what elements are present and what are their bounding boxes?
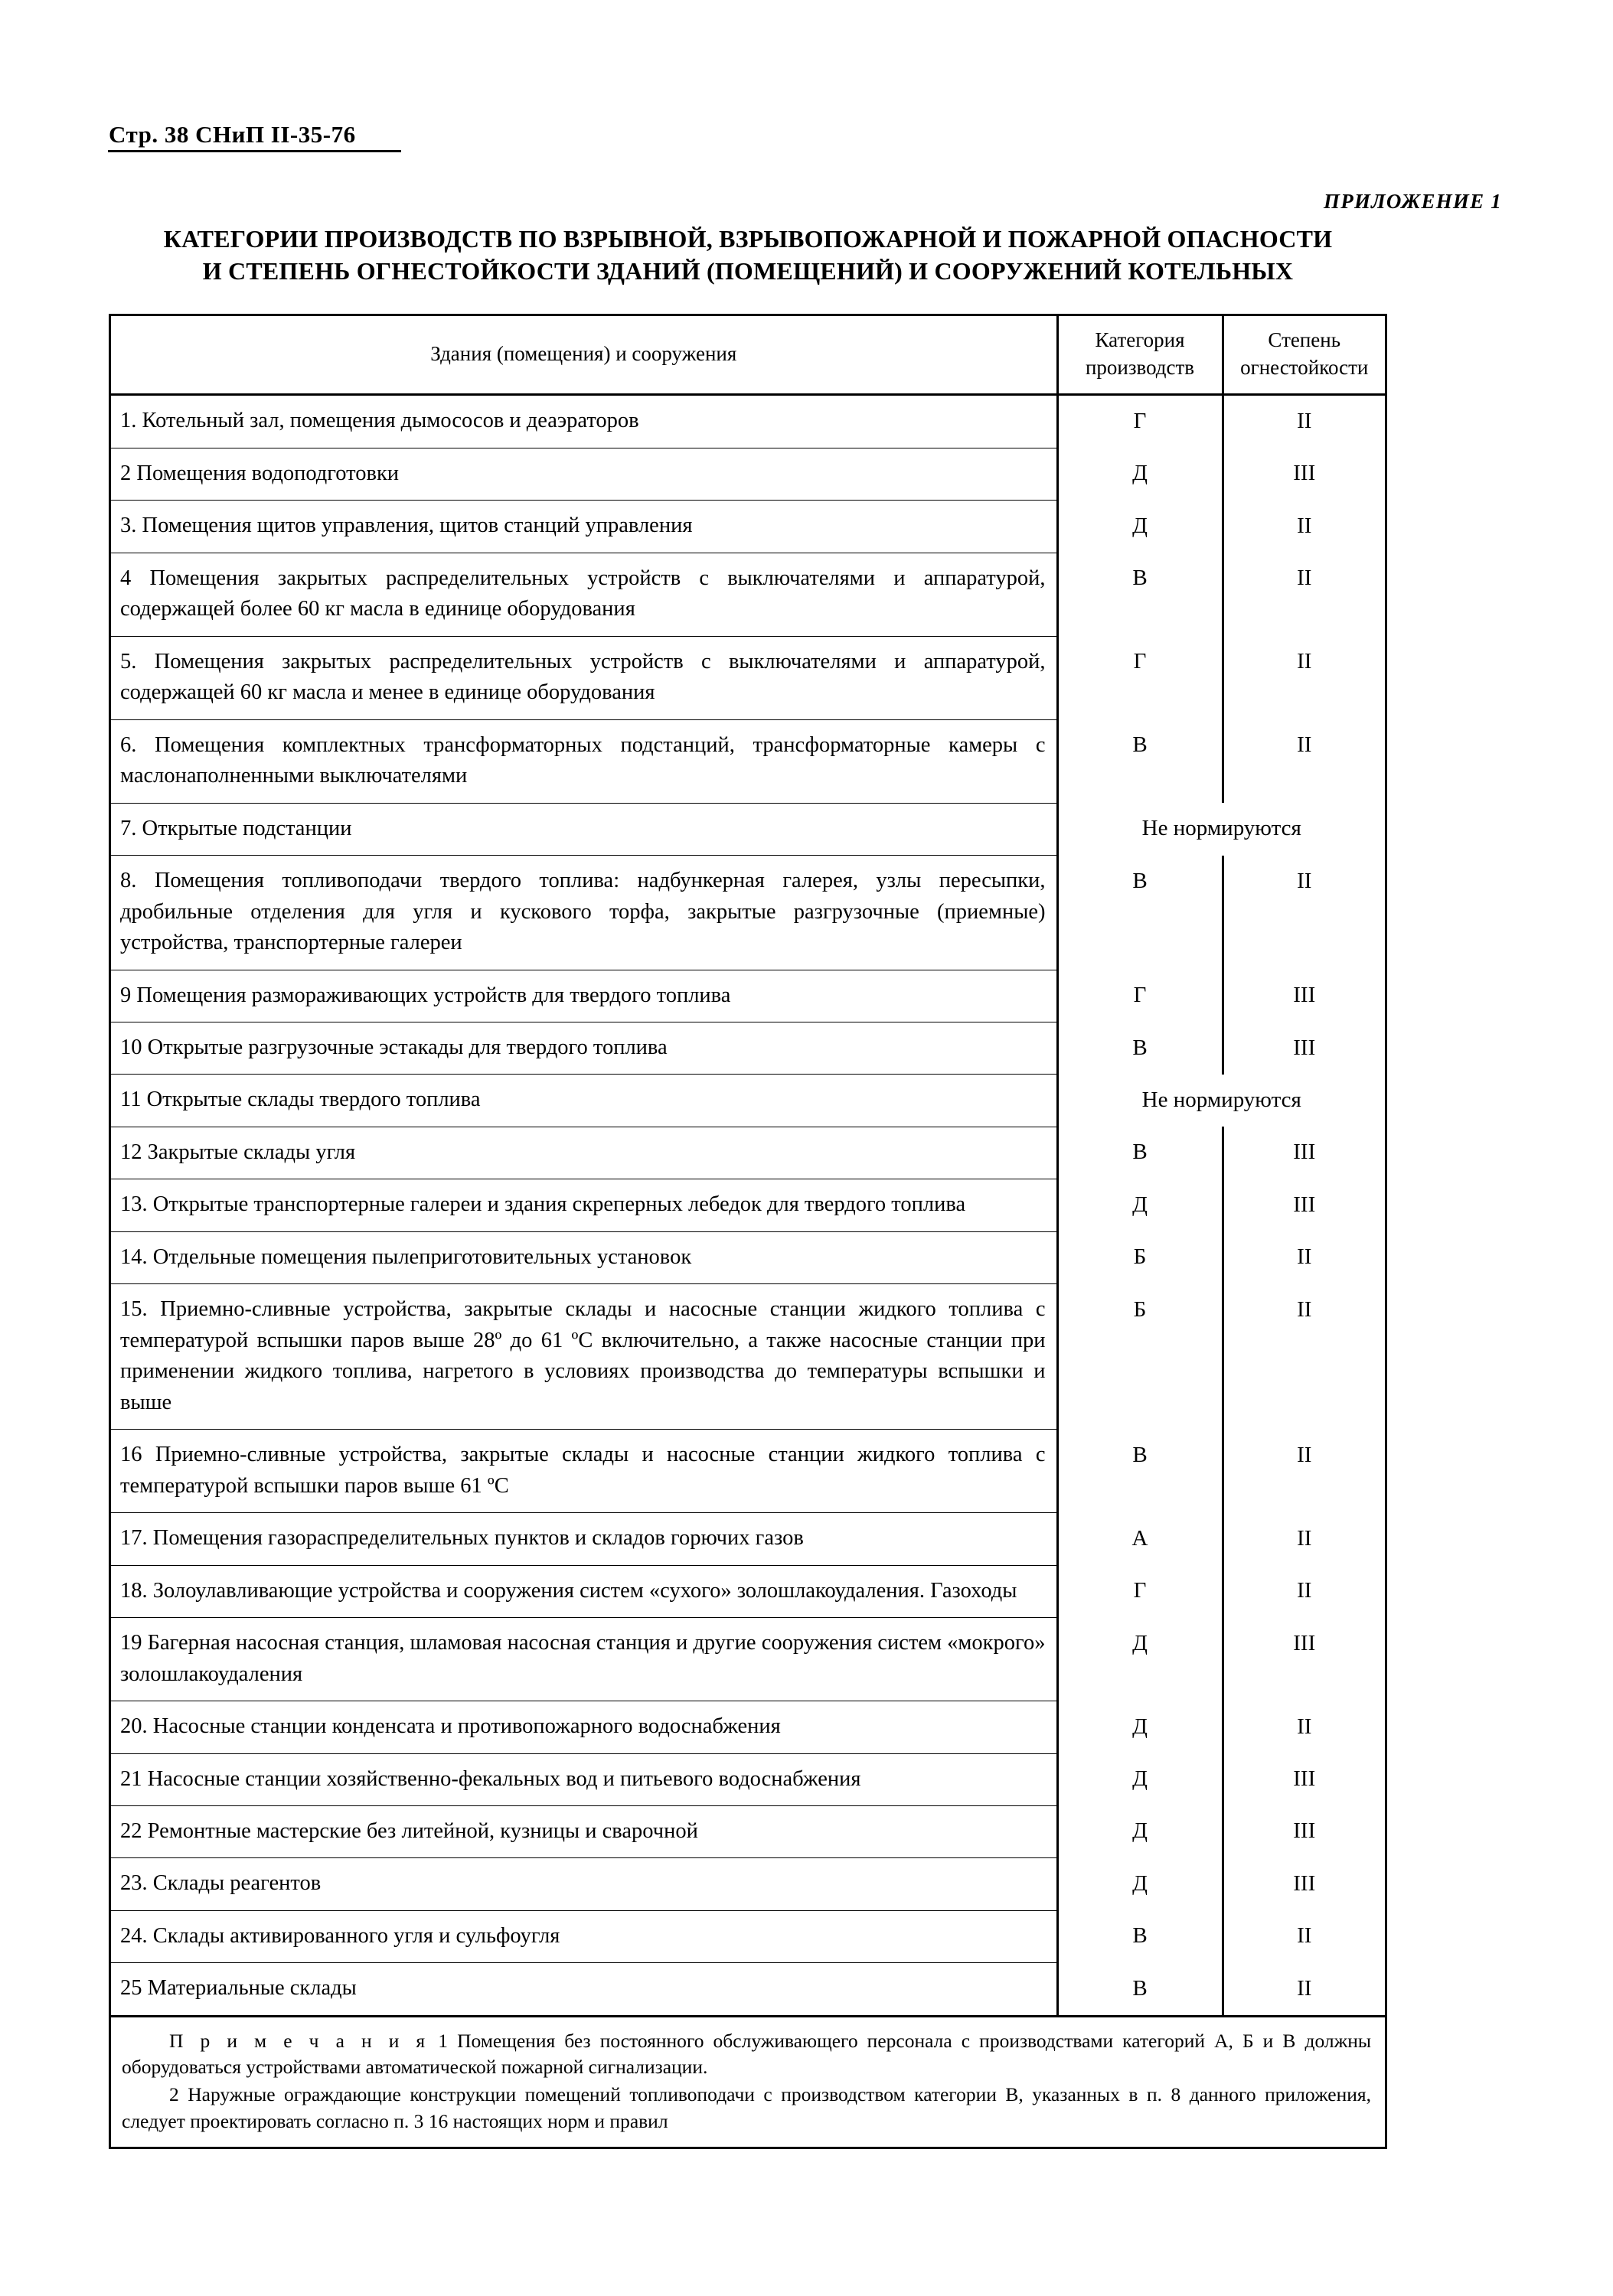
table-row [111, 1805, 1385, 1857]
row-building-name: 12 Закрытые склады угля [111, 1127, 1057, 1179]
table-row [111, 636, 1385, 719]
table-row [111, 856, 1385, 970]
row-building-name: 24. Склады активированного угля и сульфоугля [111, 1910, 1057, 1962]
table-row [111, 1565, 1385, 1617]
row-category: Б [1057, 1231, 1223, 1283]
column-header-category-line-2: производств [1085, 355, 1195, 379]
table-row [111, 970, 1385, 1022]
appendix-label: ПРИЛОЖЕНИЕ 1 [1324, 190, 1502, 213]
row-building-name: 17. Помещения газораспределительных пунктов и складов горючих газов [111, 1513, 1057, 1565]
row-building-name: 25 Материальные склады [111, 1963, 1057, 2017]
row-fire-resistance: II [1297, 409, 1312, 434]
row-fire-resistance: III [1293, 1630, 1316, 1655]
row-building-name: 4 Помещения закрытых распределительных устройств с выключателями и аппаратурой, содержащей более 60 кг масла в единице оборудования [111, 553, 1057, 636]
row-category: Г [1057, 1565, 1223, 1617]
table-row [111, 719, 1385, 803]
note-2 [122, 2082, 1371, 2134]
note-1 [122, 2028, 1371, 2080]
row-fire-resistance: II [1297, 1923, 1312, 1949]
row-fire-resistance: II [1297, 868, 1312, 893]
row-not-regulated: Не нормируются [1141, 816, 1301, 841]
row-building-name: 7. Открытые подстанции [111, 803, 1057, 855]
row-category: Г [1057, 395, 1223, 448]
table-row [111, 1513, 1385, 1565]
row-fire-resistance: III [1293, 1766, 1316, 1792]
row-category: В [1057, 719, 1223, 803]
row-category: В [1057, 1963, 1223, 2017]
row-fire-resistance: II [1297, 1296, 1312, 1322]
row-building-name: 14. Отдельные помещения пылеприготовительных установок [111, 1231, 1057, 1283]
row-category: В [1057, 856, 1223, 970]
row-building-name: 10 Открытые разгрузочные эстакады для твердого топлива [111, 1022, 1057, 1075]
row-building-name: 16 Приемно-сливные устройства, закрытые склады и насосные станции жидкого топлива с температурой вспышки паров выше 61 ºС [111, 1430, 1057, 1513]
row-fire-resistance: III [1293, 983, 1316, 1008]
row-fire-resistance: III [1293, 1140, 1316, 1165]
row-building-name: 20. Насосные станции конденсата и противопожарного водоснабжения [111, 1701, 1057, 1753]
row-category: Д [1057, 1805, 1223, 1857]
row-building-name: 3. Помещения щитов управления, щитов станций управления [111, 501, 1057, 553]
row-category: А [1057, 1513, 1223, 1565]
table-row [111, 1910, 1385, 1962]
table-row [111, 395, 1385, 448]
table-row [111, 1231, 1385, 1283]
row-fire-resistance: II [1297, 649, 1312, 674]
table-row [111, 1753, 1385, 1805]
column-header-fire-resistance-line-2: огнестойкости [1240, 355, 1369, 379]
row-building-name: 5. Помещения закрытых распределительных устройств с выключателями и аппаратурой, содержащей 60 кг масла и менее в единице оборудования [111, 636, 1057, 719]
table-row [111, 553, 1385, 636]
table-row [111, 1284, 1385, 1430]
row-not-regulated: Не нормируются [1141, 1087, 1301, 1112]
row-fire-resistance: II [1297, 513, 1312, 538]
page-title-line-1: КАТЕГОРИИ ПРОИЗВОДСТВ ПО ВЗРЫВНОЙ, ВЗРЫВОПОЖАРНОЙ И ПОЖАРНОЙ ОПАСНОСТИ [163, 225, 1333, 253]
table-row [111, 1963, 1385, 2017]
table-row [111, 1701, 1385, 1753]
row-category: Д [1057, 1858, 1223, 1910]
row-building-name: 1. Котельный зал, помещения дымососов и деаэраторов [111, 395, 1057, 448]
row-category: В [1057, 1430, 1223, 1513]
row-fire-resistance: III [1293, 1818, 1316, 1844]
table-row [111, 1858, 1385, 1910]
note-2-text: 2 Наружные ограждающие конструкции помещений топливоподачи с производством категории В, указанных в п. 8 данного приложения, следует проектировать согласно п. 3 16 настоящих норм и правил [122, 2083, 1371, 2132]
table-header [111, 316, 1385, 395]
row-category: Д [1057, 501, 1223, 553]
row-building-name: 9 Помещения размораживающих устройств для твердого топлива [111, 970, 1057, 1022]
table-body [111, 395, 1385, 2017]
row-fire-resistance: II [1297, 1578, 1312, 1603]
row-fire-resistance: II [1297, 1714, 1312, 1739]
notes-block [111, 2017, 1385, 2147]
row-category: Д [1057, 1701, 1223, 1753]
column-header-fire-resistance-line-1: Степень [1268, 328, 1341, 351]
row-fire-resistance: II [1297, 1975, 1312, 2001]
running-head: Стр. 38 СНиП II-35-76 [109, 121, 356, 148]
page-title [109, 223, 1387, 287]
row-fire-resistance: II [1297, 566, 1312, 591]
table-row [111, 803, 1385, 855]
row-building-name: 18. Золоулавливающие устройства и сооружения систем «сухого» золошлакоудаления. Газоходы [111, 1565, 1057, 1617]
table-row [111, 1618, 1385, 1701]
row-category: В [1057, 1022, 1223, 1075]
row-building-name: 22 Ремонтные мастерские без литейной, кузницы и сварочной [111, 1805, 1057, 1857]
row-building-name: 11 Открытые склады твердого топлива [111, 1075, 1057, 1127]
table-row [111, 1127, 1385, 1179]
notes-label: П р и м е ч а н и я [169, 2030, 429, 2053]
table-row [111, 1075, 1385, 1127]
row-building-name: 21 Насосные станции хозяйственно-фекальных вод и питьевого водоснабжения [111, 1753, 1057, 1805]
table-row [111, 1430, 1385, 1513]
categories-table-container [109, 314, 1387, 2149]
row-building-name: 19 Багерная насосная станция, шламовая насосная станция и другие сооружения систем «мокрого» золошлакоудаления [111, 1618, 1057, 1701]
notes-row [111, 2017, 1385, 2147]
row-category: Д [1057, 448, 1223, 500]
note-1-text: 1 Помещения без постоянного обслуживающего персонала с производствами категорий А, Б и В должны оборудоваться устройствами автоматической пожарной сигнализации. [122, 2030, 1371, 2079]
row-fire-resistance: III [1293, 1870, 1316, 1896]
row-fire-resistance: II [1297, 1525, 1312, 1551]
row-fire-resistance: III [1293, 1035, 1316, 1060]
row-building-name: 6. Помещения комплектных трансформаторных подстанций, трансформаторные камеры с маслонаполненными выключателями [111, 719, 1057, 803]
table-row [111, 448, 1385, 500]
row-category: В [1057, 1127, 1223, 1179]
row-fire-resistance: III [1293, 1192, 1316, 1217]
table-row [111, 501, 1385, 553]
row-fire-resistance: II [1297, 1244, 1312, 1270]
column-header-building: Здания (помещения) и сооружения [111, 316, 1057, 395]
row-fire-resistance: II [1297, 732, 1312, 758]
row-building-name: 8. Помещения топливоподачи твердого топлива: надбункерная галерея, узлы пересыпки, дробильные отделения для угля и кускового торфа, закрытые разгрузочные (приемные) устройства, транспортерные галереи [111, 856, 1057, 970]
row-category: Г [1057, 970, 1223, 1022]
column-header-category-line-1: Категория [1095, 328, 1185, 351]
table-row [111, 1022, 1385, 1075]
running-head-rule [108, 150, 401, 152]
row-category: Б [1057, 1284, 1223, 1430]
row-building-name: 13. Открытые транспортерные галереи и здания скреперных лебедок для твердого топлива [111, 1179, 1057, 1231]
row-building-name: 15. Приемно-сливные устройства, закрытые склады и насосные станции жидкого топлива с температурой вспышки паров выше 28º до 61 ºС включительно, а также насосные станции при применении жидкого топлива, нагретого в условиях производства до температуры вспышки и выше [111, 1284, 1057, 1430]
row-category: Г [1057, 636, 1223, 719]
row-category: Д [1057, 1618, 1223, 1701]
row-building-name: 2 Помещения водоподготовки [111, 448, 1057, 500]
row-category: В [1057, 1910, 1223, 1962]
table-header-row [111, 316, 1385, 395]
row-fire-resistance: III [1293, 461, 1316, 486]
row-fire-resistance: II [1297, 1442, 1312, 1467]
row-building-name: 23. Склады реагентов [111, 1858, 1057, 1910]
table-row [111, 1179, 1385, 1231]
row-category: Д [1057, 1753, 1223, 1805]
page-title-line-2: И СТЕПЕНЬ ОГНЕСТОЙКОСТИ ЗДАНИЙ (ПОМЕЩЕНИЙ) И СООРУЖЕНИЙ КОТЕЛЬНЫХ [202, 256, 1294, 285]
column-header-category [1057, 316, 1223, 395]
column-header-fire-resistance [1223, 316, 1385, 395]
table-footer [111, 2017, 1385, 2147]
row-category: В [1057, 553, 1223, 636]
categories-table [111, 316, 1385, 2147]
row-category: Д [1057, 1179, 1223, 1231]
